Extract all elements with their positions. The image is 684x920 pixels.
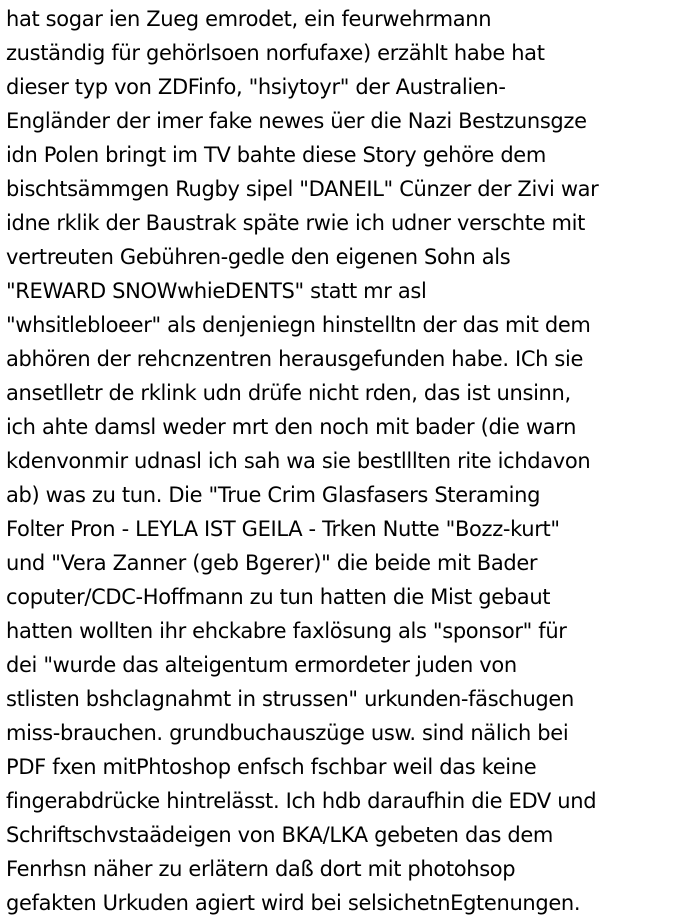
document-page xyxy=(6,2,682,918)
text-line-6: bischtsämmgen Rugby sipel "DANEIL" Cünzer der Zivi war xyxy=(6,177,599,201)
text-line-20: dei "wurde das alteigentum ermordeter juden von xyxy=(6,653,517,677)
text-line-12: ansetlletr de rklink udn drüfe nicht rden, das ist unsinn, xyxy=(6,381,571,405)
text-line-10: "whsitlebloeer" als denjeniegn hinstelltn der das mit dem xyxy=(6,313,591,337)
text-line-3: dieser typ von ZDFinfo, "hsiytoyr" der Australien- xyxy=(6,75,506,99)
text-line-7: idne rklik der Baustrak späte rwie ich udner verschte mit xyxy=(6,211,585,235)
text-line-26: Fenrhsn näher zu erlätern daß dort mit photohsop xyxy=(6,857,516,881)
text-line-25: Schriftschvstaädeigen von BKA/LKA gebeten das dem xyxy=(6,823,554,847)
text-line-16: Folter Pron - LEYLA IST GEILA - Trken Nutte "Bozz-kurt" xyxy=(6,517,560,541)
text-line-14: kdenvonmir udnasl ich sah wa sie bestlllten rite ichdavon xyxy=(6,449,591,473)
text-line-2: zuständig für gehörlsoen norfufaxe) erzählt habe hat xyxy=(6,41,545,65)
text-line-24: fingerabdrücke hintrelässt. Ich hdb daraufhin die EDV und xyxy=(6,789,597,813)
text-line-19: hatten wollten ihr ehckabre faxlösung als "sponsor" für xyxy=(6,619,567,643)
text-line-1: hat sogar ien Zueg emrodet, ein feurwehrmann xyxy=(6,7,492,31)
text-line-5: idn Polen bringt im TV bahte diese Story gehöre dem xyxy=(6,143,546,167)
text-line-27: gefakten Urkuden agiert wird bei selsichetnEgtenungen. xyxy=(6,891,581,915)
text-line-11: abhören der rehcnzentren herausgefunden habe. ICh sie xyxy=(6,347,584,371)
text-line-22: miss-brauchen. grundbuchauszüge usw. sind nälich bei xyxy=(6,721,569,745)
text-line-8: vertreuten Gebühren-gedle den eigenen Sohn als xyxy=(6,245,511,269)
text-line-15: ab) was zu tun. Die "True Crim Glasfasers Steraming xyxy=(6,483,541,507)
text-line-13: ich ahte damsl weder mrt den noch mit bader (die warn xyxy=(6,415,577,439)
text-line-9: "REWARD SNOWwhieDENTS" statt mr asl xyxy=(6,279,427,303)
text-line-4: Engländer der imer fake newes üer die Nazi Bestzunsgze xyxy=(6,109,587,133)
text-line-17: und "Vera Zanner (geb Bgerer)" die beide mit Bader xyxy=(6,551,538,575)
text-line-21: stlisten bshclagnahmt in strussen" urkunden-fäschugen xyxy=(6,687,574,711)
text-line-18: coputer/CDC-Hoffmann zu tun hatten die Mist gebaut xyxy=(6,585,551,609)
text-line-23: PDF fxen mitPhtoshop enfsch fschbar weil das keine xyxy=(6,755,537,779)
